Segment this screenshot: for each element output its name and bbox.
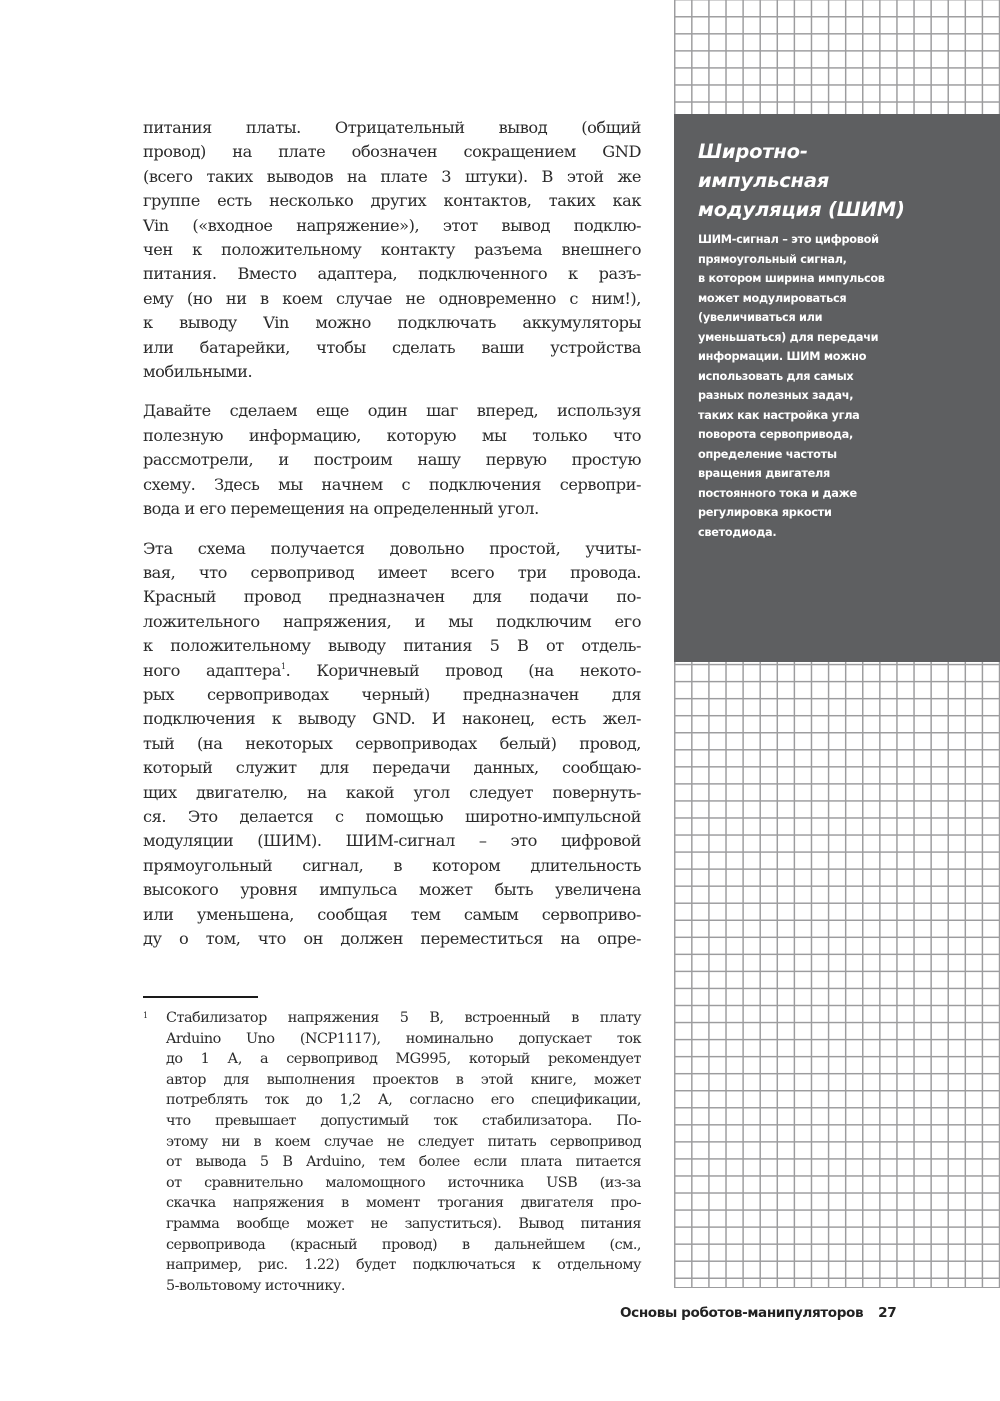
footnote-line: 5-вольтовому источнику. [166,1277,345,1294]
footnote-text [166,1008,641,1296]
text-line: Давайте сделаем еще один шаг вперед, используя [143,401,641,421]
sidebar-title-line: Широтно- [698,140,808,163]
text-line: к выводу Vin можно подключать аккумуляторы [143,313,641,333]
text-line: Эта схема получается довольно простой, учиты- [143,538,641,558]
text-line: ся. Это делается с помощью широтно-импульсной [143,806,641,826]
text-line: рых сервоприводах черный) предназначен для [143,684,641,704]
footnote [143,1008,641,1296]
text-line: питания платы. Отрицательный вывод (общий [143,118,641,137]
text-line: чен к положительному контакту разъема внешнего [143,240,641,260]
text-line: мобильными. [143,362,253,382]
sidebar-line: прямоугольный сигнал, [698,252,847,266]
running-footer [620,1305,896,1321]
footnote-line: этому ни в коем случае не следует питать сервопривод [166,1133,641,1150]
text-line: вода и его перемещения на определенный угол. [143,499,539,519]
footnote-line: автор для выполнения проектов в этой книге, может [166,1071,641,1088]
sidebar-line: поворота сервопривода, [698,428,853,441]
footnote-line: например, рис. 1.22) будет подключаться к отдельному [166,1257,641,1274]
text-line: полезную информацию, которую мы только что [143,425,641,445]
text-line: или уменьшена, сообщая тем самым сервоприво- [143,904,641,924]
sidebar-line: в котором ширина импульсов [698,272,885,285]
text-fragment: ного адаптера [143,660,282,680]
footnote-line: потреблять ток до 1,2 А, согласно его спецификации, [166,1092,641,1109]
text-line: рассмотрели, и построим нашу первую простую [143,450,641,470]
sidebar-title-line: модуляция (ШИМ) [698,198,905,221]
footnote-line: грамма вообще может не запуститься). Вывод питания [166,1215,641,1232]
sidebar-line: таких как настройка угла [698,408,860,422]
text-line: провод) на плате обозначен сокращением GND [143,142,641,162]
text-line: прямоугольный сигнал, в котором длительность [143,855,641,875]
sidebar-line: информации. ШИМ можно [698,350,867,363]
paragraph-2 [143,399,641,521]
text-line: группе есть несколько других контактов, таких как [143,191,641,211]
text-line: к положительному выводу питания 5 В от отдель- [143,636,641,656]
sidebar-line: вращения двигателя [698,467,830,480]
page-number: 27 [878,1305,897,1321]
text-line: ду о том, что он должен переместиться на опре- [143,929,641,948]
sidebar-line: светодиода. [698,525,777,539]
footnote-line: что превышает допустимый ток стабилизатора. По- [166,1112,641,1129]
footnote-line: скачка напряжения в момент трогания двигателя про- [166,1195,641,1212]
sidebar-line: уменьшаться) для передачи [698,330,879,344]
footnote-line: от сравнительно маломощного источника USB (из-за [166,1174,641,1191]
footnote-separator [143,996,258,998]
sidebar-title [698,137,990,224]
sidebar-title-line: импульсная [698,169,830,192]
text-line: схему. Здесь мы начнем с подключения сервопри- [143,474,641,494]
text-line: ему (но ни в коем случае не одновременно с ним!), [143,288,641,308]
text-line: подключения к выводу GND. И наконец, есть жел- [143,709,641,729]
paragraph-3 [143,537,641,952]
text-line: модуляции (ШИМ). ШИМ-сигнал – это цифровой [143,831,641,851]
text-line: питания. Вместо адаптера, подключенного к разъ- [143,264,641,284]
footnote-line: сервопривода (красный провод) в дальнейшем (см., [166,1236,641,1253]
sidebar-line: может модулироваться [698,291,847,305]
sidebar-body [698,230,990,542]
text-line: который служит для передачи данных, сообщаю- [143,758,641,778]
text-line: высокого уровня импульса может быть увеличена [143,880,641,900]
text-line: или батарейки, чтобы сделать ваши устройства [143,337,641,357]
main-text [143,116,641,966]
text-fragment: . Коричневый провод (на некото- [285,660,641,680]
sidebar-line: определение частоты [698,447,837,461]
sidebar-line: ШИМ-сигнал – это цифровой [698,233,879,246]
sidebar-line: использовать для самых [698,369,854,383]
sidebar-line: разных полезных задач, [698,389,854,402]
footnote-line: Стабилизатор напряжения 5 В, встроенный в плату [166,1010,641,1026]
text-line-with-footnote [143,659,641,683]
text-line: Красный провод предназначен для подачи по- [143,587,641,607]
footnote-reference[interactable]: 1 [281,661,286,671]
sidebar-line: (увеличиваться или [698,311,823,324]
text-line: ложительного напряжения, и мы подключим его [143,611,641,631]
running-title: Основы роботов-манипуляторов [620,1305,864,1321]
sidebar-line: регулировка яркости [698,506,832,519]
footnote-line: от вывода 5 В Arduino, тем более если плата питается [166,1154,641,1171]
text-line: щих двигателю, на какой угол следует повернуть- [143,782,641,802]
footnote-line: до 1 А, а сервопривод MG995, который рекомендует [166,1051,641,1068]
sidebar-line: постоянного тока и даже [698,486,857,500]
text-line: вая, что сервопривод имеет всего три провода. [143,562,641,582]
sidebar-callout [674,114,1000,662]
text-line: (всего таких выводов на плате 3 штуки). В этой же [143,166,641,186]
text-line: тый (на некоторых сервоприводах белый) провод, [143,733,641,753]
paragraph-1 [143,116,641,384]
footnote-number: 1 [143,1011,148,1020]
text-line: Vin («входное напряжение»), этот вывод подклю- [143,215,641,235]
footnote-line: Arduino Uno (NCP1117), номинально допускает ток [166,1030,641,1047]
